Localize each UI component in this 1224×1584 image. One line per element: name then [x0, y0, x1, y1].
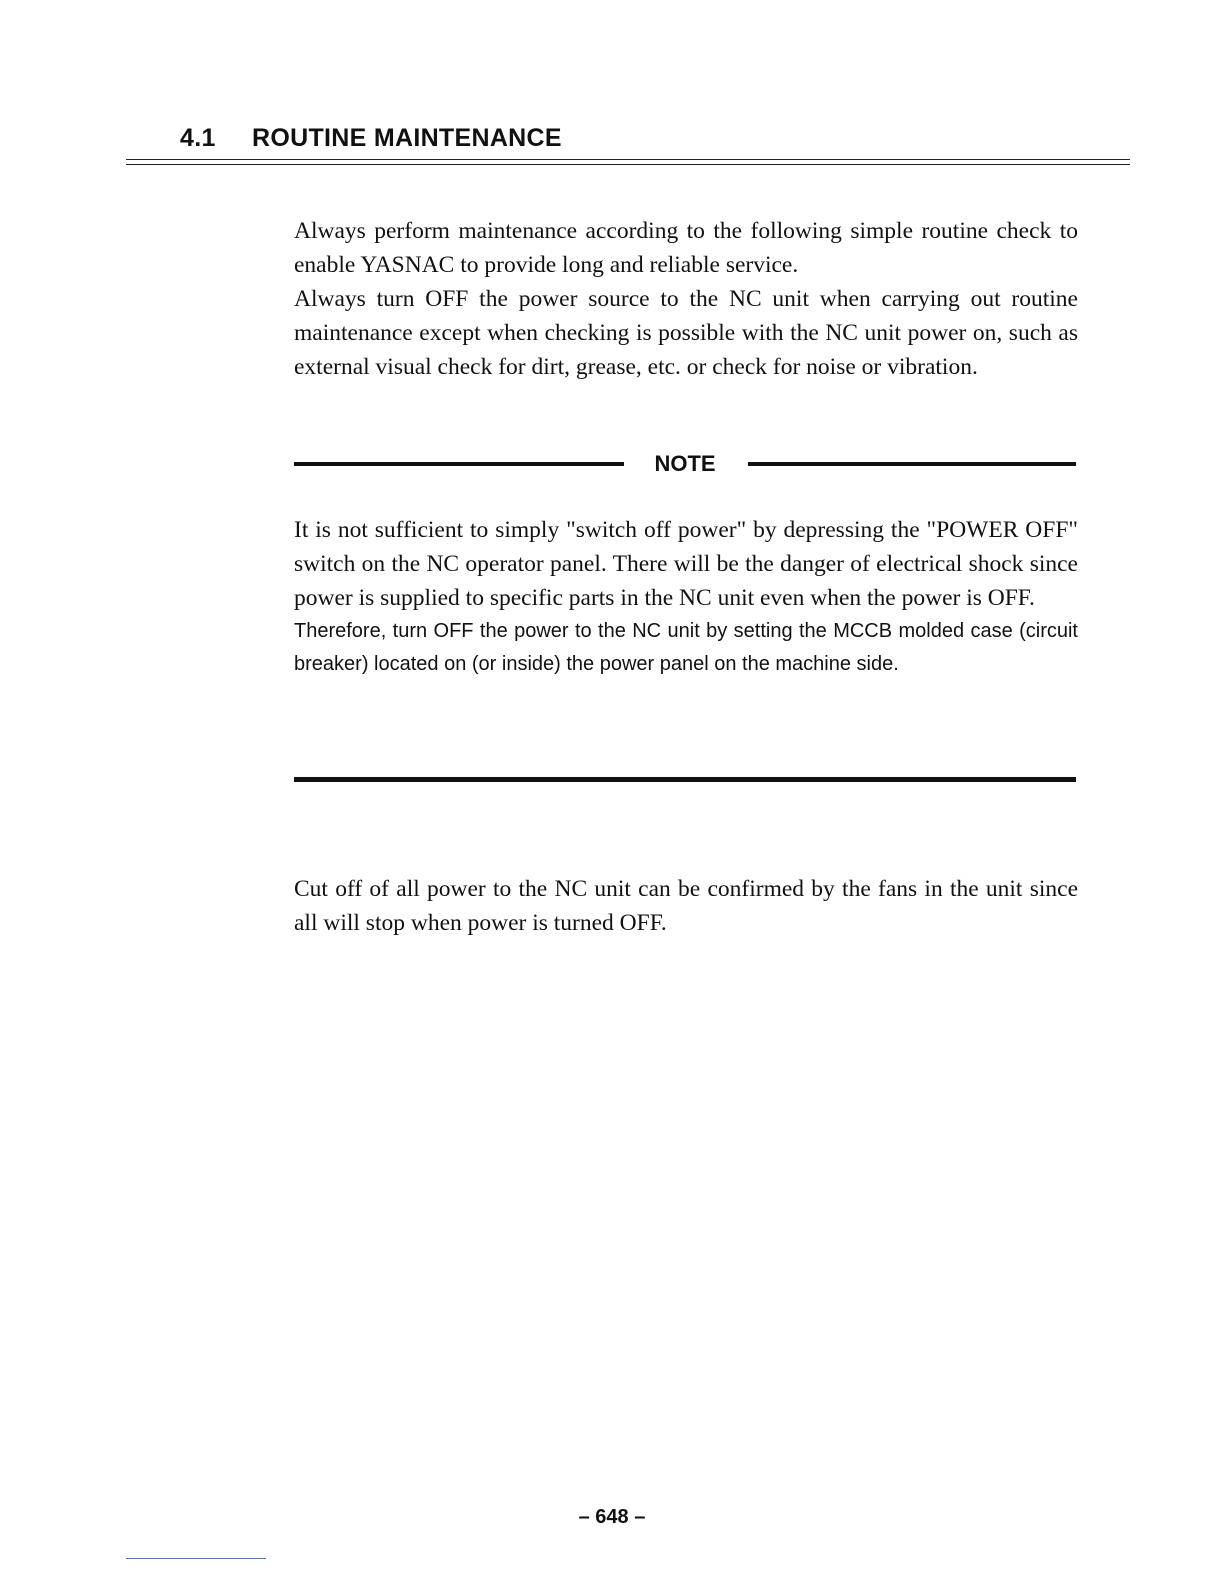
note-paragraph-1: It is not sufficient to simply "switch off power" by depressing the "POWER OFF" switch on the NC operator panel. There will be the danger of electrical shock since power is supplied to specific parts in the NC unit even when the power is OFF. [294, 517, 1078, 611]
note-paragraph-2: Therefore, turn OFF the power to the NC unit by setting the MCCB molded case (circuit breaker) located on (or inside) the power panel on the machine side. [294, 620, 1078, 675]
heading-rule-lower [126, 164, 1130, 165]
section-number: 4.1 [180, 124, 216, 152]
section-heading [180, 124, 562, 153]
note-label: NOTE [654, 451, 716, 476]
intro-block [294, 214, 1078, 384]
note-block [294, 513, 1078, 681]
heading-rule-upper [126, 159, 1130, 160]
note-header [294, 450, 1076, 478]
note-end-rule [294, 777, 1076, 782]
note-rule-left [294, 462, 624, 466]
intro-paragraph-2: Always turn OFF the power source to the NC unit when carrying out routine maintenance except when checking is possible with the NC unit power on, such as external visual check for dirt, grease, etc. or check for noise or vibration. [294, 286, 1078, 380]
page-number: – 648 – [578, 1506, 646, 1528]
closing-paragraph: Cut off of all power to the NC unit can be confirmed by the fans in the unit since all will stop when power is turned OFF. [294, 876, 1078, 936]
section-title: ROUTINE MAINTENANCE [252, 124, 562, 152]
intro-paragraph-1: Always perform maintenance according to the following simple routine check to enable YASNAC to provide long and reliable service. [294, 218, 1078, 278]
note-rule-right [748, 462, 1076, 466]
bottom-rule [126, 1558, 266, 1559]
closing-block [294, 872, 1078, 940]
